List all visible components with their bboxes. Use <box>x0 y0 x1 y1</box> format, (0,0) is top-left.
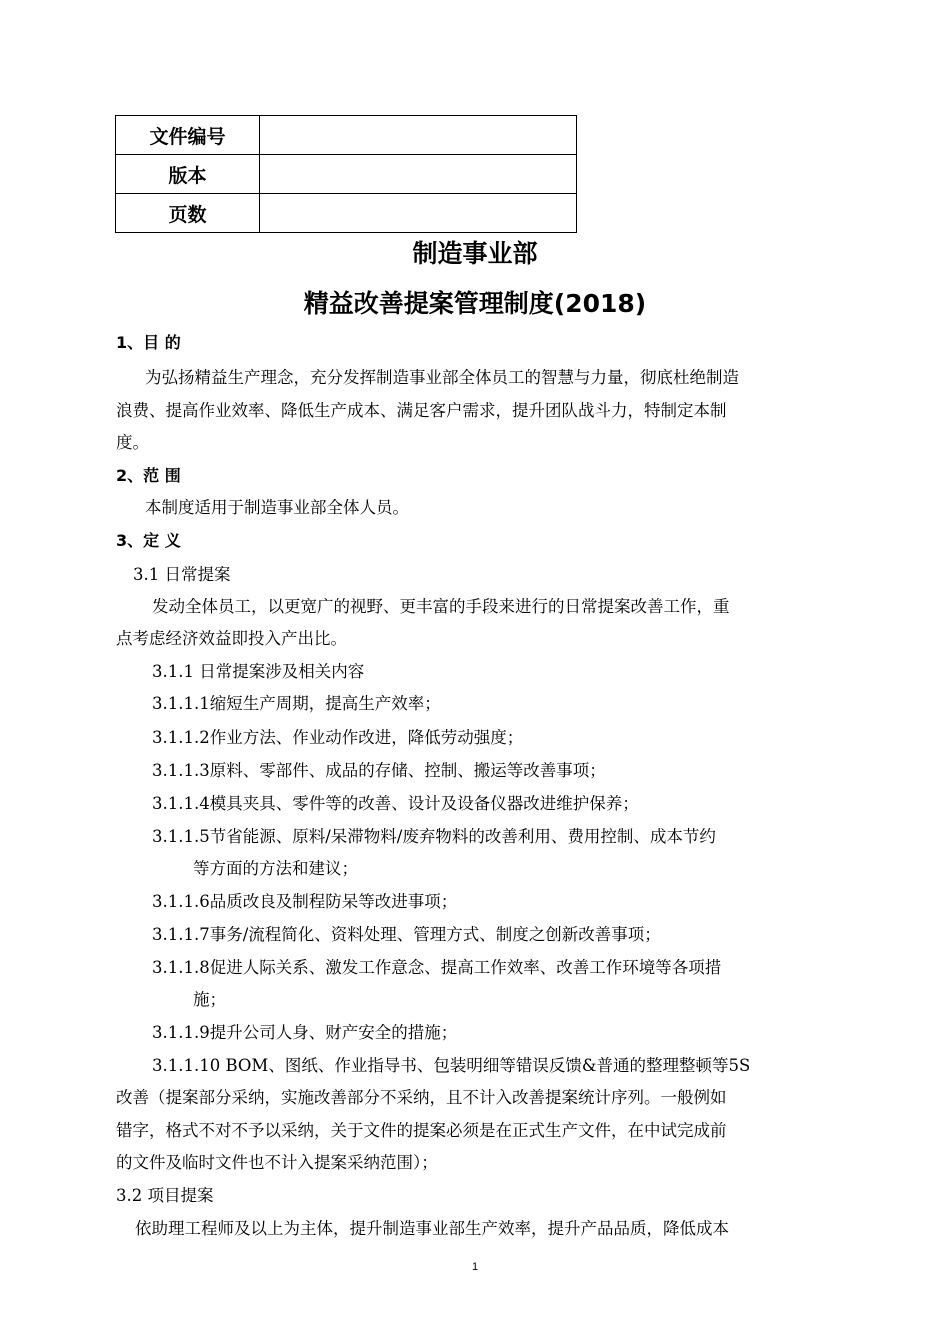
list-item: 3.1.1.5节省能源、原料/呆滞物料/废弃物料的改善利用、费用控制、成本节约 <box>152 827 716 846</box>
info-row-file-number <box>116 116 577 155</box>
list-item: 3.1.1.6品质改良及制程防呆等改进事项； <box>152 892 458 911</box>
section-heading-purpose: 1、目 的 <box>116 333 181 352</box>
document-info-table <box>115 115 577 233</box>
subsection-heading: 3.2 项目提案 <box>116 1186 214 1205</box>
info-row-version <box>116 155 577 194</box>
section-heading-definition: 3、定 义 <box>116 531 181 550</box>
body-line: 发动全体员工，以更宽广的视野、更丰富的手段来进行的日常提案改善工作，重 <box>152 597 730 616</box>
body-line: 改善（提案部分采纳，实施改善部分不采纳，且不计入改善提案统计序列。一般例如 <box>116 1088 727 1107</box>
info-row-pages <box>116 194 577 233</box>
list-item: 3.1.1.3原料、零部件、成品的存储、控制、搬运等改善事项； <box>152 761 606 780</box>
page-number: 1 <box>471 1261 479 1273</box>
pages-value <box>260 194 577 233</box>
list-item: 3.1.1.1缩短生产周期，提高生产效率； <box>152 694 441 713</box>
list-item: 3.1.1.7事务/流程简化、资料处理、管理方式、制度之创新改善事项； <box>152 925 661 944</box>
document-title: 精益改善提案管理制度(2018) <box>303 289 647 318</box>
list-item-continuation: 等方面的方法和建议； <box>193 859 358 878</box>
section-heading-scope: 2、范 围 <box>116 466 181 485</box>
body-line: 为弘扬精益生产理念，充分发挥制造事业部全体员工的智慧与力量，彻底杜绝制造 <box>145 368 739 387</box>
file-number-value <box>260 116 577 155</box>
body-line: 依助理工程师及以上为主体，提升制造事业部生产效率，提升产品品质，降低成本 <box>135 1219 729 1238</box>
body-line: 本制度适用于制造事业部全体人员。 <box>145 498 409 517</box>
list-item: 3.1.1.8促进人际关系、激发工作意念、提高工作效率、改善工作环境等各项措 <box>152 958 722 977</box>
list-item: 3.1.1.4模具夹具、零件等的改善、设计及设备仪器改进维护保养； <box>152 794 639 813</box>
list-item: 3.1.1.2作业方法、作业动作改进，降低劳动强度； <box>152 728 524 747</box>
body-line: 点考虑经济效益即投入产出比。 <box>116 629 347 648</box>
file-number-label: 文件编号 <box>116 116 260 155</box>
list-item: 3.1.1.9提升公司人身、财产安全的措施； <box>152 1023 458 1042</box>
subsection-heading: 3.1 日常提案 <box>133 565 231 584</box>
body-line: 错字，格式不对不予以采纳，关于文件的提案必须是在正式生产文件，在中试完成前 <box>116 1121 727 1140</box>
body-line: 浪费、提高作业效率、降低生产成本、满足客户需求，提升团队战斗力，特制定本制 <box>116 401 727 420</box>
list-item-continuation: 施； <box>193 990 226 1009</box>
version-value <box>260 155 577 194</box>
body-line: 度。 <box>116 433 149 452</box>
pages-label: 页数 <box>116 194 260 233</box>
department-title: 制造事业部 <box>412 239 538 268</box>
subsection-heading: 3.1.1 日常提案涉及相关内容 <box>152 662 365 681</box>
list-item: 3.1.1.10 BOM、图纸、作业指导书、包装明细等错误反馈&普通的整理整顿等5S <box>152 1056 751 1075</box>
version-label: 版本 <box>116 155 260 194</box>
body-line: 的文件及临时文件也不计入提案采纳范围）； <box>116 1153 438 1172</box>
